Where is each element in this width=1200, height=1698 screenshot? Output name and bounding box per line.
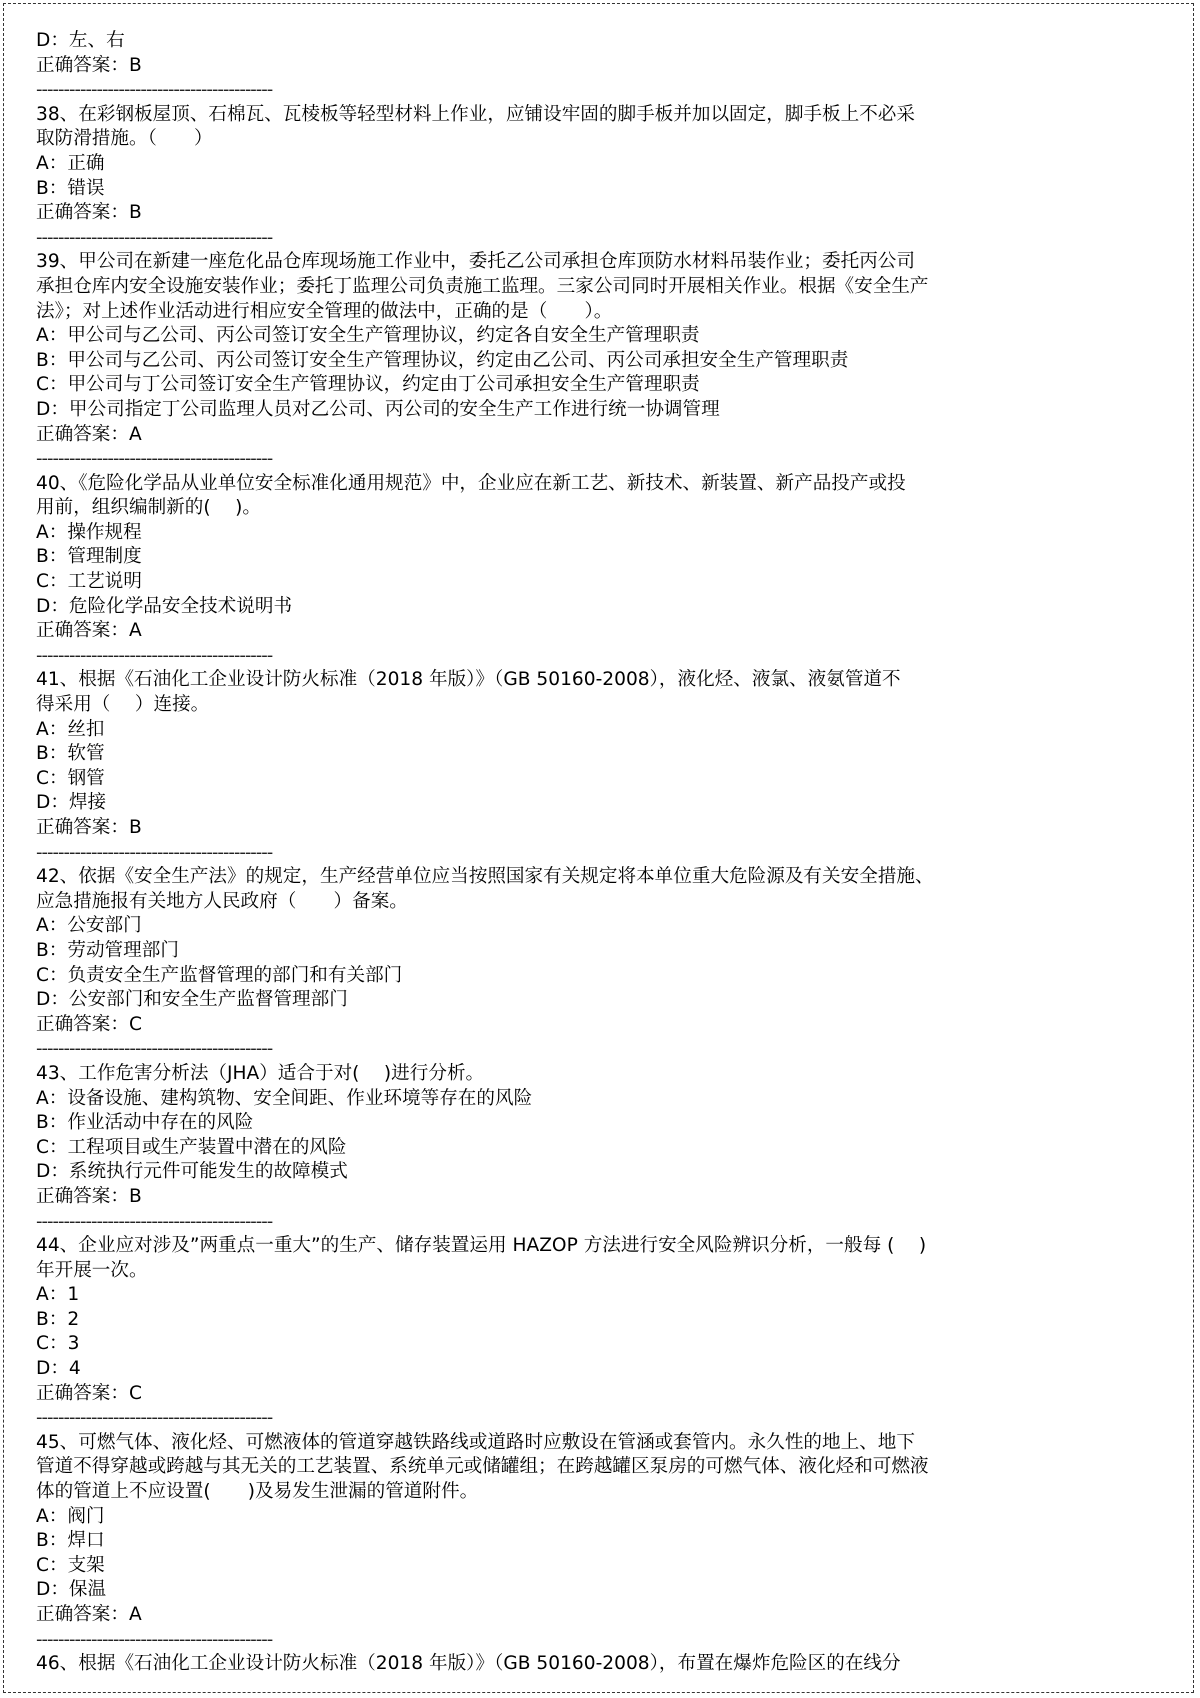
answer-option: A：1 [36,1284,80,1306]
answer-option: A：正确 [36,152,105,174]
answer-option: B：焊口 [36,1530,105,1552]
question-block [36,668,1086,865]
correct-answer: 正确答案：C [36,1382,142,1404]
question-stem-line: 44、企业应对涉及”两重点一重大”的生产、储存装置运用 HAZOP 方法进行安全风险辨识分析，一般每 ( ) [36,1235,927,1257]
separator-line: ------------------------------------------- [36,226,273,248]
correct-answer: 正确答案：A [36,620,142,642]
answer-option: A：甲公司与乙公司、丙公司签订安全生产管理协议，约定各自安全生产管理职责 [36,325,700,347]
answer-option: A：设备设施、建构筑物、安全间距、作业环境等存在的风险 [36,1087,533,1109]
question-block [36,472,1086,669]
answer-option: B：错误 [36,177,105,199]
question-stem-line: 法》；对上述作业活动进行相应安全管理的做法中，正确的是（ ）。 [36,300,613,322]
answer-option: B：管理制度 [36,546,142,568]
answer-option: A：操作规程 [36,521,142,543]
answer-option: C：钢管 [36,767,105,789]
separator-line: ------------------------------------------- [36,644,273,666]
answer-option: C：负责安全生产监督管理的部门和有关部门 [36,964,403,986]
answer-option: D：甲公司指定丁公司监理人员对乙公司、丙公司的安全生产工作进行统一协调管理 [36,398,720,420]
question-stem-line: 取防滑措施。（ ） [36,128,213,150]
question-stem-line: 41、根据《石油化工企业设计防火标准（2018 年版）》（GB 50160-2008），液化烃、液氯、液氨管道不 [36,669,901,691]
question-stem-line: 得采用（ ）连接。 [36,694,210,716]
correct-answer: 正确答案：B [36,202,142,224]
question-block [36,1234,1086,1431]
separator-line: ------------------------------------------- [36,1210,273,1232]
answer-option: D：危险化学品安全技术说明书 [36,595,293,617]
question-block [36,103,1086,251]
question-block [36,1062,1086,1234]
answer-option: D：保温 [36,1579,107,1601]
option-d: D：左、右 [36,30,125,51]
answer-option: A：阀门 [36,1505,105,1527]
answer-option: B：劳动管理部门 [36,939,179,961]
question-stem-line: 用前，组织编制新的( )。 [36,497,261,519]
question-block [36,865,1086,1062]
answer-option: B：2 [36,1308,80,1330]
separator-line: ------------------------------------------- [36,1407,273,1429]
answer-option: D：4 [36,1358,81,1380]
separator-line: ------------------------------------------- [36,79,273,101]
document-body [36,29,1086,1677]
correct-answer: 正确答案：B [36,54,142,76]
separator-line: ------------------------------------------- [36,448,273,470]
question-stem-line: 应急措施报有关地方人民政府（ ）备案。 [36,890,408,912]
answer-option: C：支架 [36,1554,105,1576]
answer-option: A：丝扣 [36,718,105,740]
separator-line: ------------------------------------------- [36,1628,273,1650]
answer-option: D：焊接 [36,792,107,814]
question-stem-line: 体的管道上不应设置( )及易发生泄漏的管道附件。 [36,1481,479,1503]
correct-answer: 正确答案：B [36,817,142,838]
question-stem-line: 管道不得穿越或跨越与其无关的工艺装置、系统单元或储罐组；在跨越罐区泵房的可燃气体、液化烃和可燃液 [36,1456,929,1478]
answer-option: A：公安部门 [36,915,142,937]
correct-answer: 正确答案：A [36,1604,142,1625]
answer-option: C：3 [36,1333,80,1355]
question-stem-line: 43、工作危害分析法（JHA）适合于对( )进行分析。 [36,1062,485,1084]
correct-answer: 正确答案：A [36,423,142,445]
correct-answer: 正确答案：B [36,1185,142,1207]
question-stem-line: 42、依据《安全生产法》的规定，生产经营单位应当按照国家有关规定将本单位重大危险源及有关安全措施、 [36,866,934,888]
correct-answer: 正确答案：C [36,1013,142,1035]
answer-option: D：系统执行元件可能发生的故障模式 [36,1161,348,1183]
question-stem-line: 年开展一次。 [36,1259,148,1281]
question-stem-line: 承担仓库内安全设施安装作业；委托丁监理公司负责施工监理。三家公司同时开展相关作业。根据《安全生产 [36,275,929,297]
answer-option: C：甲公司与丁公司签订安全生产管理协议，约定由丁公司承担安全生产管理职责 [36,374,700,396]
question-list [36,103,1086,1652]
separator-line: ------------------------------------------- [36,841,273,863]
answer-option: C：工艺说明 [36,571,142,593]
question-stem-line: 39、甲公司在新建一座危化品仓库现场施工作业中，委托乙公司承担仓库顶防水材料吊装作业；委托丙公司 [36,251,915,273]
question-block [36,1431,1086,1652]
answer-option: B：甲公司与乙公司、丙公司签订安全生产管理协议，约定由乙公司、丙公司承担安全生产管理职责 [36,349,849,371]
question-stem-line: 40、《危险化学品从业单位安全标准化通用规范》中，企业应在新工艺、新技术、新装置、新产品投产或投 [36,472,906,494]
answer-option: C：工程项目或生产装置中潜在的风险 [36,1136,347,1158]
question-stem-line: 38、在彩钢板屋顶、石棉瓦、瓦棱板等轻型材料上作业，应铺设牢固的脚手板并加以固定，脚手板上不必采 [36,103,915,125]
answer-option: B：作业活动中存在的风险 [36,1112,254,1134]
question-stem-line: 45、可燃气体、液化烃、可燃液体的管道穿越铁路线或道路时应敷设在管涵或套管内。永久性的地上、地下 [36,1431,915,1453]
separator-line: ------------------------------------------- [36,1038,273,1060]
answer-option: D：公安部门和安全生产监督管理部门 [36,989,348,1011]
answer-option: B：软管 [36,743,105,765]
question-block [36,250,1086,471]
question-stem-line: 46、根据《石油化工企业设计防火标准（2018 年版）》（GB 50160-2008），布置在爆炸危险区的在线分 [36,1653,901,1675]
